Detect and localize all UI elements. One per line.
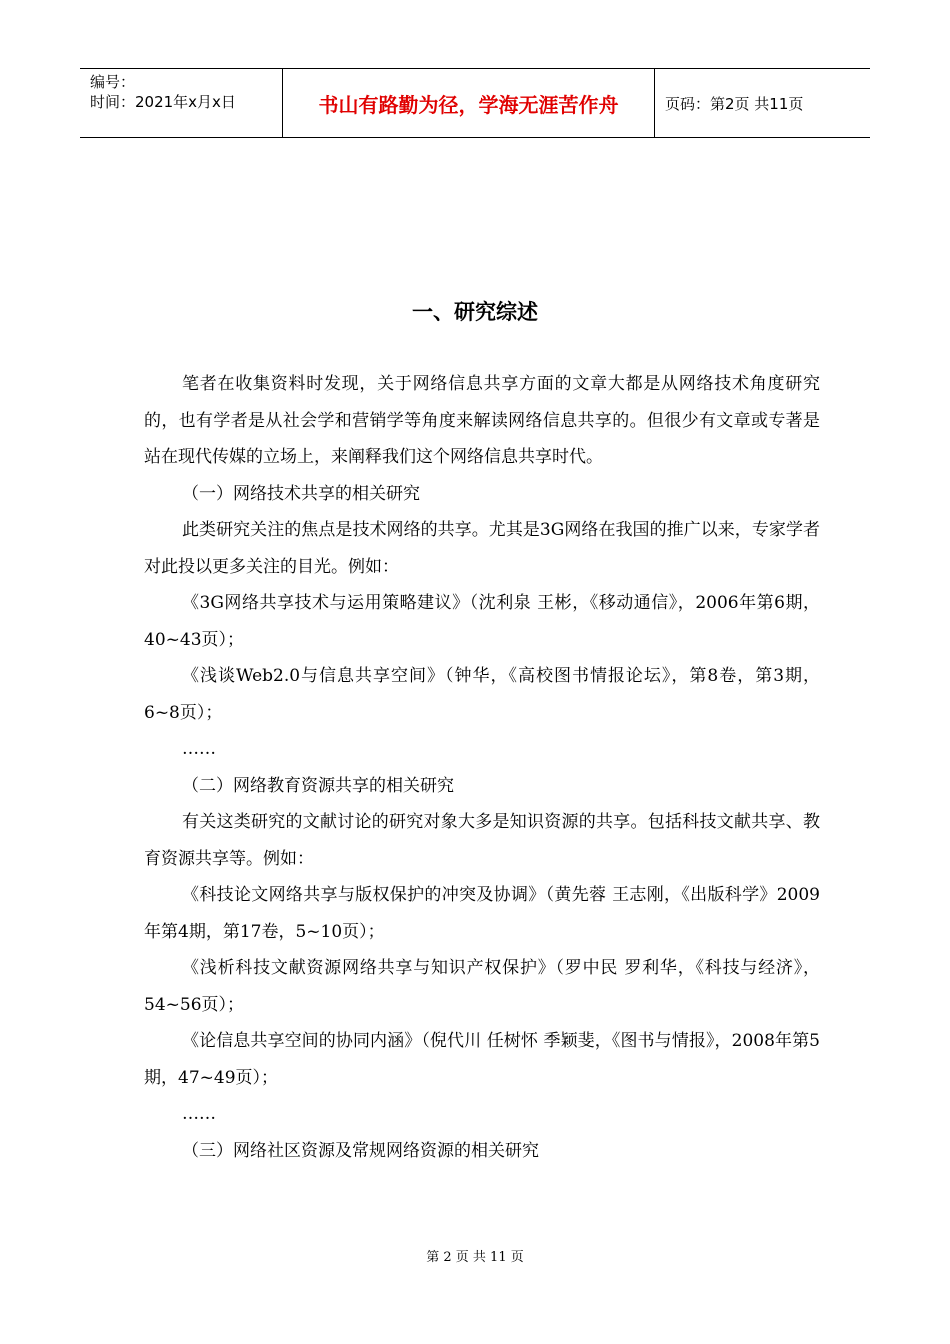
subheading: （三）网络社区资源及常规网络资源的相关研究 (182, 1140, 539, 1161)
subheading: （一）网络技术共享的相关研究 (182, 483, 420, 504)
reference-item: 《论信息共享空间的协同内涵》（倪代川 任树怀 季颖斐，《图书与情报》，2008年第5期，47~49页）； (144, 1031, 820, 1088)
header-meta (80, 69, 282, 137)
section-title: 一、研究综述 (412, 300, 538, 324)
reference-item: 《浅析科技文献资源网络共享与知识产权保护》（罗中民 罗利华，《科技与经济》，54~56页）； (144, 958, 820, 1015)
reference-item: 《3G网络共享技术与运用策略建议》（沈利泉 王彬，《移动通信》，2006年第6期，40~43页）； (144, 593, 820, 650)
page-header (80, 68, 870, 138)
page-footer: 第 2 页 共 11 页 (426, 1250, 524, 1265)
ellipsis: …… (182, 739, 216, 759)
number-label: 编号： (90, 73, 136, 91)
paragraph: 笔者在收集资料时发现，关于网络信息共享方面的文章大都是从网络技术角度研究的，也有学者是从社会学和营销学等角度来解读网络信息共享的。但很少有文章或专著是站在现代传媒的立场上，来阐释我们这个网络信息共享时代。 (144, 374, 820, 467)
reference-item: 《科技论文网络共享与版权保护的冲突及协调》（黄先蓉 王志刚，《出版科学》2009年第4期，第17卷，5~10页）； (144, 885, 820, 942)
paragraph: 此类研究关注的焦点是技术网络的共享。尤其是3G网络在我国的推广以来，专家学者对此投以更多关注的目光。例如： (144, 520, 820, 577)
ellipsis: …… (182, 1104, 216, 1124)
subheading: （二）网络教育资源共享的相关研究 (182, 775, 454, 796)
paragraph: 有关这类研究的文献讨论的研究对象大多是知识资源的共享。包括科技文献共享、教育资源共享等。例如： (144, 812, 820, 869)
header-motto: 书山有路勤为径，学海无涯苦作舟 (282, 69, 655, 137)
date-label: 时间：2021年x月x日 (90, 93, 236, 111)
reference-item: 《浅谈Web2.0与信息共享空间》（钟华，《高校图书情报论坛》，第8卷，第3期，6~8页）； (144, 666, 820, 723)
document-body (144, 366, 820, 1169)
header-page-info: 页码：第2页 共11页 (665, 94, 804, 113)
